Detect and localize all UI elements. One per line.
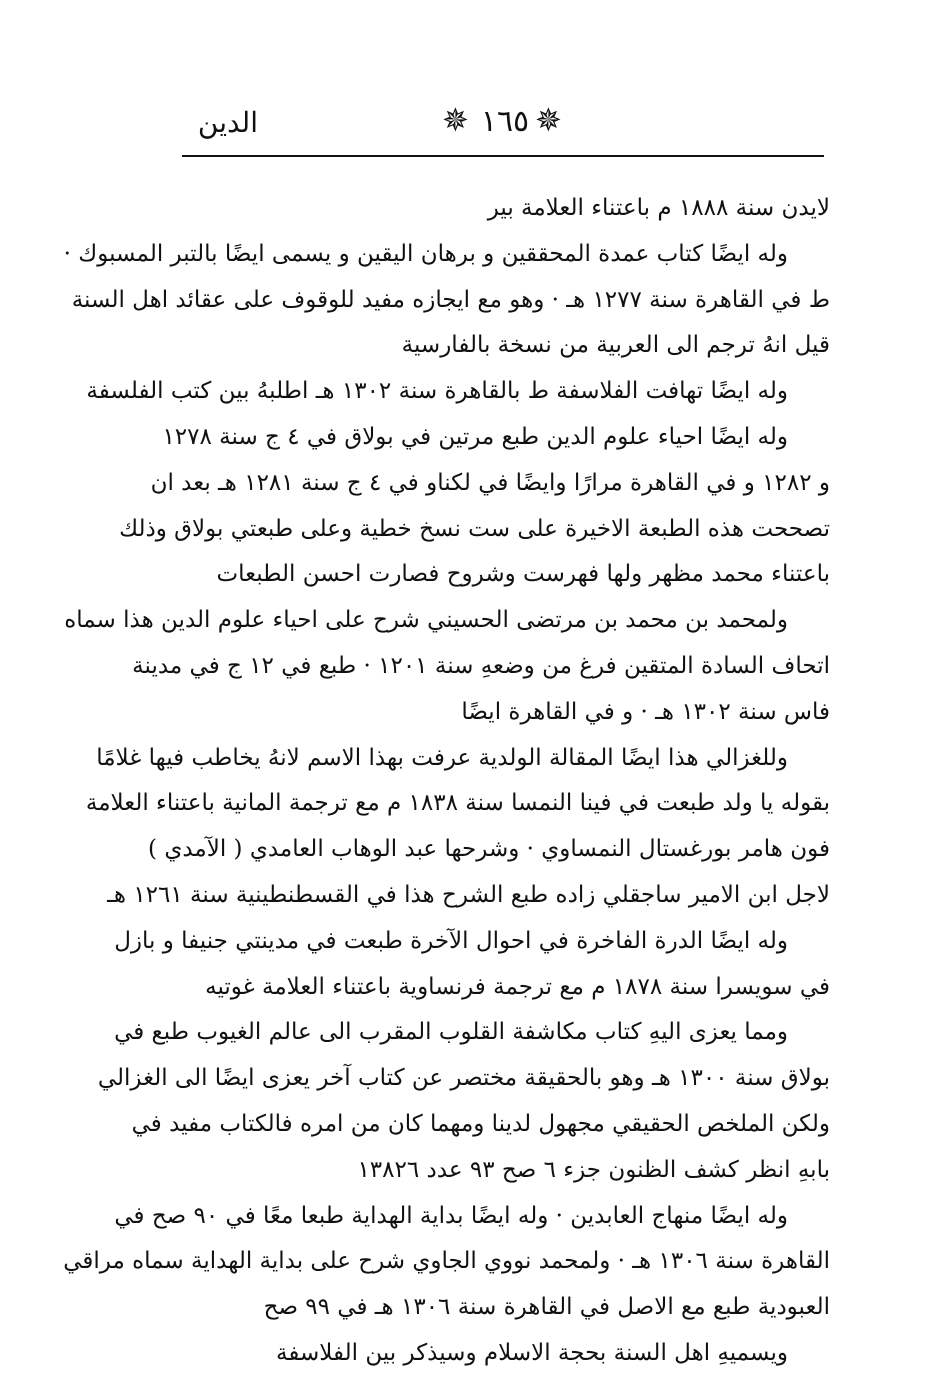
text-line: وله ايضًا كتاب عمدة المحققين و برهان اليقين و يسمى ايضًا بالتبر المسبوك · [63,240,788,267]
text-line: تصححت هذه الطبعة الاخيرة على ست نسخ خطية وعلى طبعتي بولاق وذلك [119,515,830,542]
page-header [180,100,828,150]
running-head: الدين [197,106,258,139]
text-line: و ١٢٨٢ و في القاهرة مرارًا وايضًا في لكناو في ٤ ج سنة ١٢٨١ هـ بعد ان [150,469,830,496]
text-line: ط في القاهرة سنة ١٢٧٧ هـ · وهو مع ايجازه مفيد للوقوف على عقائد اهل السنة [71,286,830,313]
text-line: ولمحمد بن محمد بن مرتضى الحسيني شرح على احياء علوم الدين هذا سماه [64,607,788,634]
text-line: بقوله يا ولد طبعت في فينا النمسا سنة ١٨٣٨ م مع ترجمة المانية باعتناء العلامة [85,790,830,817]
text-line: بولاق سنة ١٣٠٠ هـ وهو بالحقيقة مختصر عن كتاب آخر يعزى ايضًا الى الغزالي [97,1065,830,1092]
text-line: ويسميهِ اهل السنة بحجة الاسلام وسيذكر بين الفلاسفة [276,1339,788,1366]
text-line: لايدن سنة ١٨٨٨ م باعتناء العلامة بير [487,195,830,221]
text-line: وللغزالي هذا ايضًا المقالة الولدية عرفت بهذا الاسم لانهُ يخاطب فيها غلامًا [96,744,788,771]
text-line: فون هامر بورغستال النمساوي · وشرحها عبد الوهاب العامدي ( الآمدي ) [148,836,830,863]
text-line: ومما يعزى اليهِ كتاب مكاشفة القلوب المقرب الى عالم الغيوب طبع في [114,1019,788,1046]
text-line: باعتناء محمد مظهر ولها فهرست وشروح فصارت احسن الطبعات [216,561,830,588]
page-number: ١٦٥ [480,104,530,139]
text-line: القاهرة سنة ١٣٠٦ هـ · ولمحمد نووي الجاوي شرح على بداية الهداية سماه مراقي [63,1248,830,1275]
text-line: في سويسرا سنة ١٨٧٨ م مع ترجمة فرنساوية باعتناء العلامة غوتيه [205,973,830,1000]
text-line: فاس سنة ١٣٠٢ هـ · و في القاهرة ايضًا [461,698,830,725]
body-text [63,186,830,1377]
text-line: وله ايضًا الدرة الفاخرة في احوال الآخرة طبعت في مدينتي جنيفا و بازل [114,927,788,954]
text-line: العبودية طبع مع الاصل في القاهرة سنة ١٣٠٦ هـ في ٩٩ صح [263,1294,830,1321]
header-rule [182,155,824,157]
text-line: وله ايضًا احياء علوم الدين طبع مرتين في بولاق في ٤ ج سنة ١٢٧٨ [162,423,788,450]
text-line: بابهِ انظر كشف الظنون جزء ٦ صح ٩٣ عدد ١٣٨٢٦ [357,1156,830,1183]
text-line: وله ايضًا تهافت الفلاسفة ط بالقاهرة سنة ١٣٠٢ هـ اطلبهُ بين كتب الفلسفة [86,378,788,405]
text-line: ولكن الملخص الحقيقي مجهول لدينا ومهما كان من امره فالكتاب مفيد في [131,1110,830,1137]
star-ornament-icon: ✵ [442,101,469,139]
text-line: وله ايضًا منهاج العابدين · وله ايضًا بداية الهداية طبعا معًا في ٩٠ صح في [114,1202,788,1229]
text-line: اتحاف السادة المتقين فرغ من وضعهِ سنة ١٢٠١ · طبع في ١٢ ج في مدينة [132,652,830,679]
text-line: قيل انهُ ترجم الى العربية من نسخة بالفارسية [401,332,830,359]
text-line: لاجل ابن الامير ساجقلي زاده طبع الشرح هذا في القسطنطينية سنة ١٢٦١ هـ [107,881,830,908]
star-ornament-icon: ✵ [535,101,562,139]
